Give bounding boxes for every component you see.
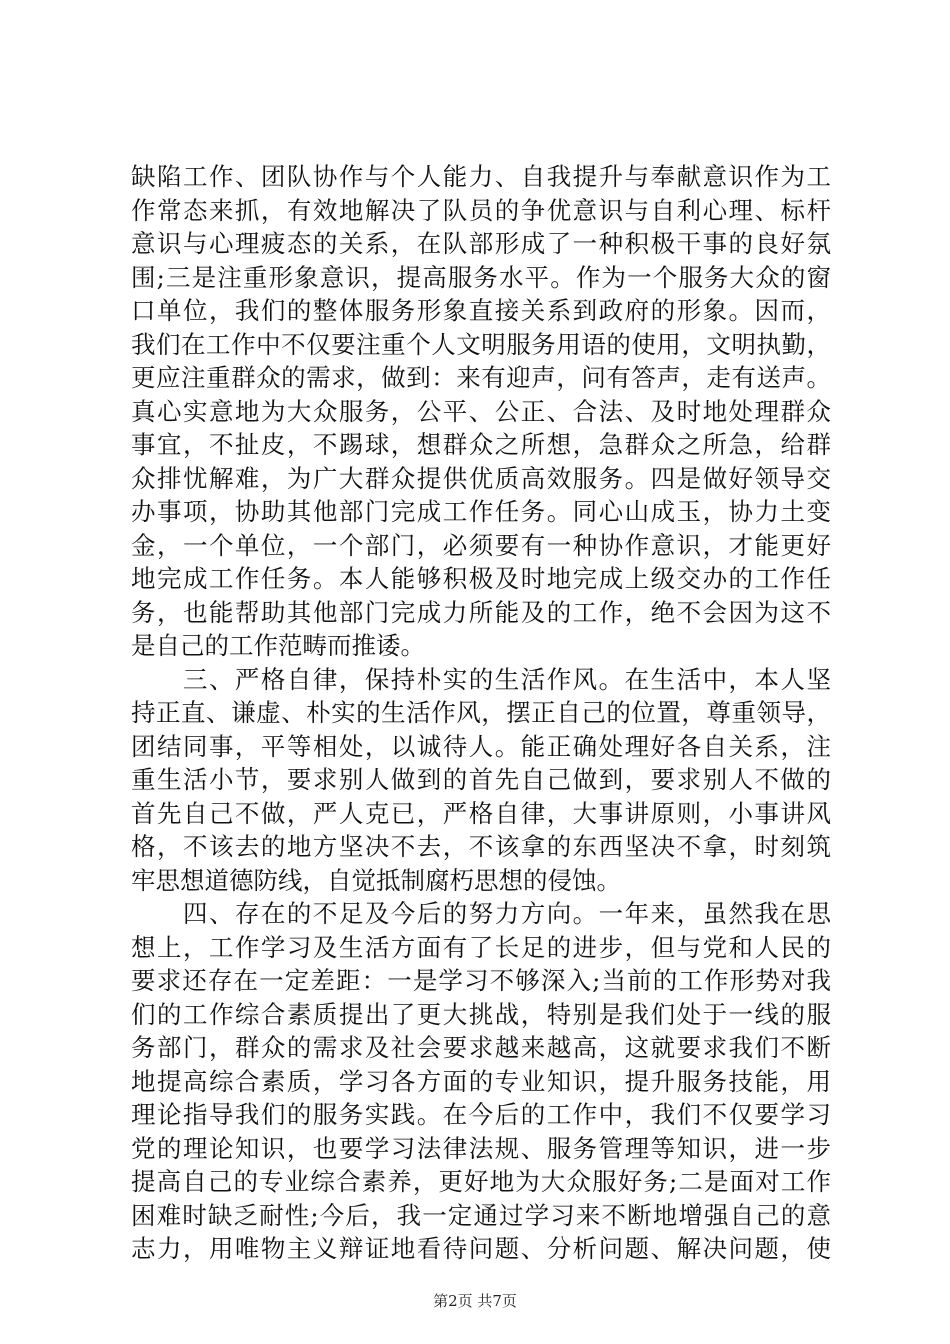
body-text (131, 160, 831, 1266)
text-line: 金，一个单位，一个部门，必须要有一种协作意识，才能更好 (131, 530, 831, 560)
text-line: 首先自己不做，严人克已，严格自律，大事讲原则，小事讲风 (131, 798, 831, 828)
text-line: 务部门，群众的需求及社会要求越来越高，这就要求我们不断 (131, 1033, 831, 1062)
text-line: 们的工作综合素质提出了更大挑战，特别是我们处于一线的服 (131, 999, 831, 1029)
text-line: 是自己的工作范畴而推诿。 (131, 631, 425, 660)
text-line: 我们在工作中不仅要注重个人文明服务用语的使用，文明执勤， (131, 329, 831, 359)
text-line: 格，不该去的地方坚决不去，不该拿的东西坚决不拿，时刻筑 (131, 832, 831, 861)
text-line: 真心实意地为大众服务，公平、公正、合法、及时地处理群众 (131, 396, 831, 426)
text-line: 围;三是注重形象意识，提高服务水平。作为一个服务大众的窗 (131, 262, 831, 292)
text-line: 办事项，协助其他部门完成工作任务。同心山成玉，协力土变 (131, 497, 831, 526)
text-line: 三、严格自律，保持朴实的生活作风。在生活中，本人坚 (131, 664, 831, 694)
text-line: 持正直、谦虚、朴实的生活作风，摆正自己的位置，尊重领导， (131, 698, 831, 727)
text-line: 地完成工作任务。本人能够积极及时地完成上级交办的工作任 (131, 564, 831, 593)
page-footer: 第2页 共7页 (433, 1292, 517, 1310)
text-line: 要求还存在一定差距：一是学习不够深入;当前的工作形势对我 (131, 966, 831, 995)
text-line: 党的理论知识，也要学习法律法规、服务管理等知识，进一步 (131, 1133, 831, 1163)
text-line: 四、存在的不足及今后的努力方向。一年来，虽然我在思 (131, 899, 831, 928)
text-line: 缺陷工作、团队协作与个人能力、自我提升与奉献意识作为工 (131, 162, 831, 191)
text-line: 地提高综合素质，学习各方面的专业知识，提升服务技能，用 (131, 1066, 831, 1096)
text-line: 提高自己的专业综合素养，更好地为大众服好务;二是面对工作 (131, 1167, 831, 1196)
text-line: 口单位，我们的整体服务形象直接关系到政府的形象。因而， (131, 296, 831, 325)
text-line: 理论指导我们的服务实践。在今后的工作中，我们不仅要学习 (131, 1100, 831, 1129)
text-line: 志力，用唯物主义辩证地看待问题、分析问题、解决问题，使 (131, 1234, 831, 1263)
text-line: 想上，工作学习及生活方面有了长足的进步，但与党和人民的 (131, 932, 831, 962)
text-line: 困难时缺乏耐性;今后，我一定通过学习来不断地增强自己的意 (131, 1200, 831, 1230)
text-line: 众排忧解难，为广大群众提供优质高效服务。四是做好领导交 (131, 463, 831, 493)
text-line: 重生活小节，要求别人做到的首先自己做到，要求别人不做的 (131, 765, 831, 794)
text-line: 牢思想道德防线，自觉抵制腐朽思想的侵蚀。 (131, 865, 621, 895)
text-line: 团结同事，平等相处，以诚待人。能正确处理好各自关系，注 (131, 731, 831, 761)
text-line: 务，也能帮助其他部门完成力所能及的工作，绝不会因为这不 (131, 597, 831, 627)
text-line: 事宜，不扯皮，不踢球，想群众之所想，急群众之所急，给群 (131, 430, 831, 459)
text-line: 意识与心理疲态的关系，在队部形成了一种积极干事的良好氛 (131, 229, 831, 258)
text-line: 作常态来抓，有效地解决了队员的争优意识与自利心理、标杆 (131, 195, 831, 225)
text-line: 更应注重群众的需求，做到：来有迎声，问有答声，走有送声。 (131, 363, 831, 392)
